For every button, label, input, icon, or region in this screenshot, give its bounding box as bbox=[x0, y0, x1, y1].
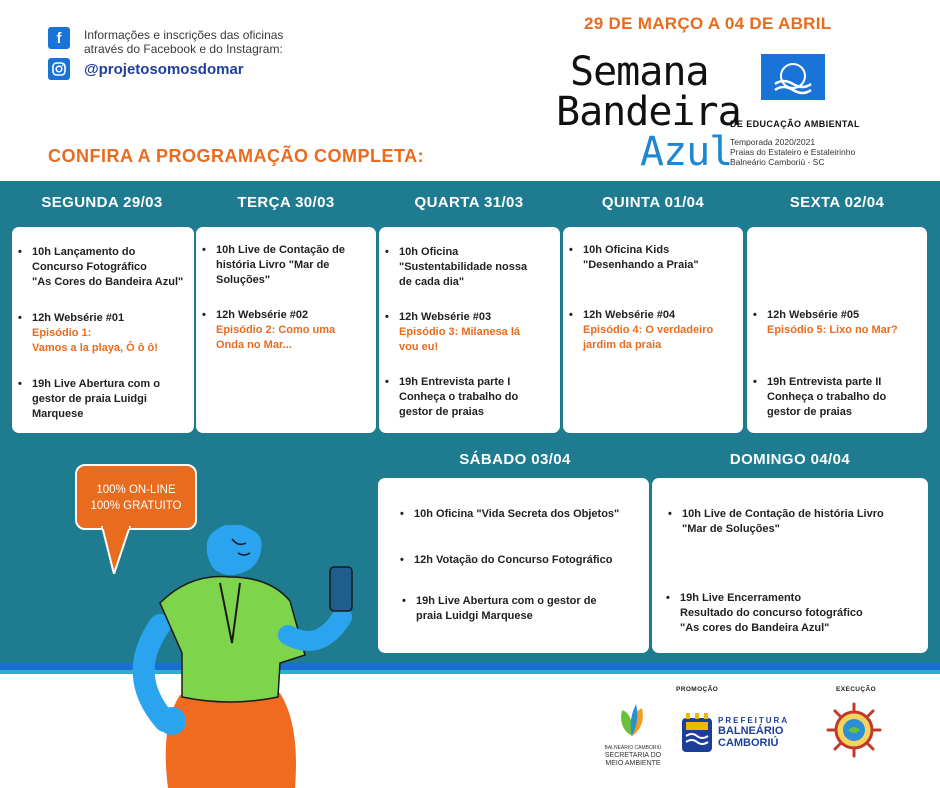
day-header-quinta: QUINTA 01/04 bbox=[601, 194, 705, 211]
event-line: Resultado do concurso fotográfico bbox=[680, 607, 863, 619]
day-header-terca: TERÇA 30/03 bbox=[237, 194, 335, 211]
online-bubble bbox=[75, 464, 197, 530]
title-azul: Azul bbox=[640, 129, 733, 175]
event-item: • 12h Websérie #05 Episódio 5: Lixo no Mar? bbox=[753, 308, 923, 338]
event-item: • 19h Entrevista parte I Conheça o trabalho do gestor de praias bbox=[385, 375, 556, 420]
episode-line: jardim da praia bbox=[583, 339, 662, 351]
event-item: • 10h Live de Contação de história Livro "Mar de Soluções" bbox=[202, 243, 372, 288]
secretaria-logo bbox=[596, 744, 670, 768]
event-line: 10h Live de Contação de bbox=[216, 244, 345, 256]
day-header-sabado: SÁBADO 03/04 bbox=[459, 451, 571, 468]
bubble-line1: 100% ON-LINE bbox=[96, 484, 176, 496]
info-text: Informações e inscrições das oficinas através do Facebook e do Instagram: bbox=[84, 28, 284, 56]
event-line: Conheça o trabalho do bbox=[399, 391, 519, 403]
event-line: 19h Entrevista parte II bbox=[767, 376, 882, 388]
event-item: • 10h Oficina "Sustentabilidade nossa de cada dia" bbox=[385, 245, 556, 290]
prefeitura-line2: CAMBORIÚ bbox=[718, 737, 779, 749]
card-quinta bbox=[563, 227, 743, 433]
subtitle: DE EDUCAÇÃO AMBIENTAL bbox=[730, 119, 860, 129]
instagram-handle[interactable]: @projetosomosdomar bbox=[84, 61, 244, 78]
promocao-label: PROMOÇÃO bbox=[676, 686, 719, 693]
blue-flag-logo bbox=[761, 54, 825, 100]
facebook-icon[interactable]: f bbox=[48, 27, 70, 49]
event-line: "Sustentabilidade nossa bbox=[399, 261, 528, 273]
event-line: história Livro "Mar de bbox=[216, 259, 330, 271]
event-line: gestor de praias bbox=[767, 406, 852, 418]
episode-line: Episódio 2: Como uma bbox=[216, 324, 336, 336]
event-item: • 12h Websérie #03 Episódio 3: Milanesa lá vou eu! bbox=[385, 310, 556, 355]
episode-line: Onda no Mar... bbox=[216, 339, 292, 351]
event-line: 19h Live Encerramento bbox=[680, 592, 802, 604]
card-quarta bbox=[379, 227, 560, 433]
event-line: 10h Oficina "Vida Secreta dos Objetos" bbox=[414, 508, 620, 520]
event-item: • 12h Websérie #04 Episódio 4: O verdadeiro jardim da praia bbox=[569, 308, 739, 353]
secretaria-line1: SECRETARIA DO bbox=[604, 752, 662, 759]
event-line: 10h Lançamento do bbox=[32, 246, 136, 258]
day-header-sexta: SEXTA 02/04 bbox=[789, 194, 885, 211]
instagram-icon[interactable] bbox=[48, 58, 70, 80]
confira-heading: CONFIRA A PROGRAMAÇÃO COMPLETA: bbox=[48, 146, 425, 166]
episode-line: Episódio 1: bbox=[32, 327, 92, 339]
event-line: "Mar de Soluções" bbox=[682, 523, 780, 535]
day-header-quarta: QUARTA 31/03 bbox=[414, 194, 524, 211]
event-line: praia Luidgi Marquese bbox=[416, 610, 533, 622]
event-item: • 10h Live de Contação de história Livro "Mar de Soluções" bbox=[668, 507, 924, 537]
event-line: gestor de praias bbox=[399, 406, 484, 418]
season-info bbox=[730, 137, 880, 167]
event-line: 19h Live Abertura com o bbox=[32, 378, 160, 390]
event-line: gestor de praia Luidgi bbox=[32, 393, 147, 405]
secretaria-leaf-icon bbox=[612, 700, 652, 740]
prefeitura-small: PREFEITURA bbox=[718, 716, 790, 725]
secretaria-small: BALNEÁRIO CAMBORIÚ bbox=[604, 745, 662, 751]
bubble-line2: 100% GRATUITO bbox=[90, 500, 182, 512]
event-line: 19h Live Abertura com o gestor de bbox=[416, 595, 597, 607]
event-line: 10h Oficina bbox=[399, 246, 459, 258]
day-header-domingo: DOMINGO 04/04 bbox=[729, 451, 851, 468]
event-line: Marquese bbox=[32, 408, 84, 420]
event-line: "As cores do Bandeira Azul" bbox=[680, 622, 830, 634]
execucao-label: EXECUÇÃO bbox=[836, 686, 877, 693]
event-line: Concurso Fotográfico bbox=[32, 261, 147, 273]
episode-line: Episódio 3: Milanesa lá bbox=[399, 326, 521, 338]
card-domingo bbox=[652, 478, 928, 653]
event-item: • 12h Votação do Concurso Fotográfico bbox=[400, 553, 645, 568]
event-line: Conheça o trabalho do bbox=[767, 391, 887, 403]
event-item: • 10h Oficina "Vida Secreta dos Objetos" bbox=[400, 507, 645, 522]
event-item: • 19h Live Encerramento Resultado do concurso fotográfico "As cores do Bandeira Azul" bbox=[666, 591, 924, 636]
event-item: • 10h Lançamento do Concurso Fotográfico "As Cores do Bandeira Azul" bbox=[18, 245, 190, 290]
event-line: 12h Websérie #04 bbox=[583, 309, 676, 321]
event-item: • 19h Live Abertura com o gestor de praia Luidgi Marquese bbox=[402, 594, 645, 624]
event-item: • 19h Live Abertura com o gestor de praia Luidgi Marquese bbox=[18, 377, 190, 422]
prefeitura-crest-icon bbox=[680, 712, 714, 756]
event-line: "Desenhando a Praia" bbox=[583, 259, 699, 271]
title-bandeira: Bandeira bbox=[556, 89, 741, 135]
event-line: 12h Websérie #03 bbox=[399, 311, 492, 323]
card-terca bbox=[196, 227, 376, 433]
date-range: 29 DE MARÇO A 04 DE ABRIL bbox=[584, 14, 832, 33]
episode-line: Episódio 4: O verdadeiro bbox=[583, 324, 714, 336]
event-line: 19h Entrevista parte I bbox=[399, 376, 511, 388]
city-text: Balneário Camboriú - SC bbox=[730, 157, 825, 167]
execucao-wheel-logo bbox=[826, 702, 882, 758]
event-item: • 12h Websérie #01 Episódio 1: Vamos a la playa, Ô ô ô! bbox=[18, 311, 190, 356]
event-line: Soluções" bbox=[216, 274, 271, 286]
event-line: 12h Votação do Concurso Fotográfico bbox=[414, 554, 613, 566]
event-line: 10h Live de Contação de história Livro bbox=[682, 508, 884, 520]
day-header-segunda: SEGUNDA 29/03 bbox=[41, 194, 163, 211]
event-item: • 10h Oficina Kids "Desenhando a Praia" bbox=[569, 243, 739, 273]
card-sexta bbox=[747, 227, 927, 433]
episode-line: vou eu! bbox=[399, 341, 439, 353]
card-segunda bbox=[12, 227, 194, 433]
event-line: "As Cores do Bandeira Azul" bbox=[32, 276, 184, 288]
event-item: • 12h Websérie #02 Episódio 2: Como uma Onda no Mar... bbox=[202, 308, 372, 353]
season-text: Temporada 2020/2021 bbox=[730, 137, 816, 147]
prefeitura-line1: BALNEÁRIO bbox=[718, 725, 784, 737]
prefeitura-logo bbox=[718, 716, 789, 749]
event-line: 12h Websérie #05 bbox=[767, 309, 860, 321]
person-illustration bbox=[120, 525, 370, 788]
event-line: 12h Websérie #01 bbox=[32, 312, 125, 324]
event-item: • 19h Entrevista parte II Conheça o trabalho do gestor de praias bbox=[753, 375, 923, 420]
card-sabado bbox=[378, 478, 649, 653]
episode-line: Episódio 5: Lixo no Mar? bbox=[767, 324, 898, 336]
event-line: 10h Oficina Kids bbox=[583, 244, 670, 256]
beaches-text: Praias do Estaleiro e Estaleirinho bbox=[730, 147, 856, 157]
secretaria-line2: MEIO AMBIENTE bbox=[605, 760, 661, 767]
episode-line: Vamos a la playa, Ô ô ô! bbox=[32, 342, 158, 354]
event-line: de cada dia" bbox=[399, 276, 465, 288]
event-line: 12h Websérie #02 bbox=[216, 309, 309, 321]
title-semana: Semana bbox=[570, 49, 709, 95]
